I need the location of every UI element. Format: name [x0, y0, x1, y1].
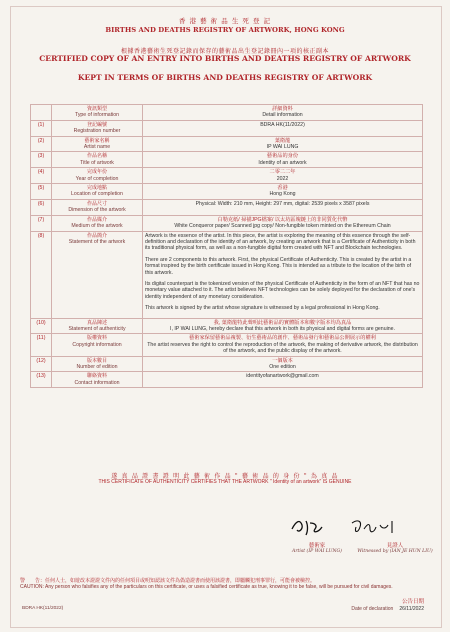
row-value-en: Physical: Width: 210 mm, Height: 297 mm, digital: 2539 pixels x 3587 pixels	[195, 200, 370, 207]
statement-label-cell	[52, 231, 143, 318]
row-value	[143, 136, 423, 152]
row-label-en: Contact information	[74, 379, 120, 386]
header-value-en: Detail information	[262, 112, 303, 119]
witness-caption	[350, 543, 440, 555]
row-label-zh: 作品媒介	[86, 216, 107, 223]
row-label-zh: 作品尺寸	[86, 200, 107, 207]
row-label-zh: 完成地點	[86, 185, 107, 192]
header-value-cell	[143, 105, 423, 121]
row-value	[143, 184, 423, 200]
row-value	[143, 356, 423, 372]
date-label-zh: 公告日期	[401, 599, 424, 605]
row-label-zh: 完成年份	[86, 169, 107, 176]
row-number: (4)	[31, 168, 52, 184]
header-label-cell	[52, 105, 143, 121]
row-value-en: Hong Kong	[269, 191, 296, 198]
caution-zh: 警 告：任何人士，如遊改本證證文件內的任何項目或明知認該文件為偽造證書而使用該證書，即屬觸犯刑事罪行，可能會被檢控。	[20, 578, 316, 584]
statement-label-en: Statement of the artwork	[68, 238, 126, 245]
certification-en: THIS CERTIFICATE OF AUTHENTICITY CERTIFIES THAT THE ARTWORK " Identity of an artwork" IS GENUINE	[98, 479, 352, 485]
row-number: (6)	[31, 199, 52, 215]
row-number: (5)	[31, 184, 52, 200]
row-label-zh: 版權資料	[86, 335, 107, 342]
row-value	[143, 334, 423, 356]
statement-text-cell	[143, 231, 423, 318]
table-row	[31, 152, 423, 168]
witness-caption-zh: 見證人	[386, 543, 404, 549]
table-header-row	[31, 105, 423, 121]
row-label-en: Artist name	[83, 144, 111, 151]
row-value-en: IP WAI LUNG	[266, 144, 299, 151]
rows-group-2	[31, 318, 423, 388]
row-value-en: 2022	[276, 175, 289, 182]
row-label	[52, 372, 143, 388]
row-number: (7)	[31, 215, 52, 231]
declaration-date	[351, 599, 424, 612]
statement-paragraph: There are 2 components to this artwork. First, the physical Certificate of Authenticity. This is created by the artist in a format inspired by the birth certificate issued in Hong Kong. This is intended as a tribute to the location of the birth of this artwork.	[145, 256, 412, 276]
row-label	[52, 356, 143, 372]
row-label-en: Dimension of the artwork	[68, 207, 126, 214]
table-row	[31, 356, 423, 372]
date-value: 26/11/2022	[399, 605, 424, 612]
row-value-zh: 二零二二年	[269, 169, 296, 176]
row-value-en: Identity of an artwork	[258, 159, 307, 166]
row-label-zh: 作品名稱	[86, 153, 107, 160]
table-row	[31, 372, 423, 388]
artist-caption	[272, 543, 362, 555]
artist-caption-en: Artist (IP WAI LUNG)	[292, 549, 342, 554]
table-row	[31, 120, 423, 136]
row-label	[52, 318, 143, 334]
row-number: (2)	[31, 136, 52, 152]
header-value-zh: 詳細資料	[272, 106, 293, 112]
row-value	[143, 152, 423, 168]
row-number: (12)	[31, 356, 52, 372]
header-no-cell	[31, 105, 52, 121]
caution-en: CAUTION: Any person who falsifies any of the particulars on this certificate, or uses a falsified certificate as true, knowing it to be false, will be pursued for civil damages.	[20, 584, 393, 590]
row-label-en: Copyright information	[72, 341, 122, 348]
date-label-en: Date of declaration	[351, 605, 394, 612]
table-row	[31, 199, 423, 215]
row-label-en: Title of artwork	[80, 159, 114, 166]
table-row	[31, 215, 423, 231]
certification-zh: 遂 真 品 證 書 證 明 此 藝 術 作 品 " 藝 術 品 的 身 份 " 為 真 品	[111, 473, 339, 480]
table-row	[31, 318, 423, 334]
header-label-zh: 資訊類型	[86, 106, 107, 112]
row-label	[52, 184, 143, 200]
row-value-zh: 我, 葉衛龍特此聲明此藝術品的實體版本和數字版本均為真品	[213, 319, 352, 326]
row-value-en: One edition	[269, 364, 296, 370]
row-label-en: Statement of authenticity	[68, 325, 126, 332]
row-label	[52, 199, 143, 215]
row-value	[143, 120, 423, 136]
row-label-zh: 版本數目	[86, 357, 107, 364]
row-label-zh: 藝術家名稱	[84, 137, 110, 144]
caution-block	[20, 578, 432, 590]
table-row	[31, 184, 423, 200]
subtitle-en-1: CERTIFIED COPY OF AN ENTRY INTO BIRTHS AND DEATHS REGISTRY OF ARTWORK	[39, 54, 411, 63]
registry-table	[30, 104, 423, 388]
row-value-zh: 藝術家保留藝術品複製、衍生藝術品的創作、藝術品發行和藝術品公開展示的權利	[189, 335, 376, 342]
table-row	[31, 136, 423, 152]
row-value-zh: 葉衛龍	[274, 137, 291, 144]
row-value-zh: 一個版本	[272, 357, 293, 364]
row-value	[143, 168, 423, 184]
statement-no: (8)	[31, 231, 52, 318]
row-label-zh: 聯絡資料	[86, 373, 107, 380]
title-zh: 香 港 藝 術 品 生 死 登 記	[178, 17, 272, 25]
row-value-zh: 藝術品的身份	[266, 153, 299, 160]
statement-label-zh: 作品簡介	[86, 232, 107, 239]
row-number: (13)	[31, 372, 52, 388]
row-label-zh: 登記編號	[86, 121, 107, 128]
row-value-en: The artist reserves the right to control the reproduction of the artwork, the making of derivative artwork, the distribution of the artwork, and the public display of the artwork.	[147, 341, 418, 355]
row-number: (1)	[31, 120, 52, 136]
row-label-zh: 真品陳述	[86, 319, 107, 326]
row-value-en: identityofanartwork@gmail.com	[246, 373, 319, 380]
row-label	[52, 136, 143, 152]
statement-row	[31, 231, 423, 318]
row-value-zh: 白勒克紙/ 掃描JPG檔案/ 以太坊區塊鏈上的非同質化代幣	[217, 216, 348, 223]
row-value	[143, 215, 423, 231]
header-label-en: Type of information	[74, 112, 120, 119]
artist-caption-zh: 藝術家	[308, 543, 326, 549]
row-value	[143, 199, 423, 215]
statement-paragraph: Artwork is the essence of the artist. In this piece, the artist is exploring the meaning of this essence through the self-definition and declaration of the identity of an artwork, by creating an artwork that is a Certificate of Authenticity in both its traditional physical form, as well as a non-fungible digital form created with NFT and Blockchain technologies.	[145, 232, 416, 252]
row-number: (10)	[31, 318, 52, 334]
reference-number: BDRA HK(11/2022)	[22, 606, 64, 611]
row-label-en: Medium of the artwork	[71, 223, 123, 230]
row-value-en: White Conqueror paper/ Scanned jpg copy/ Non-fungible token minted on the Ethereum Chain	[174, 223, 391, 230]
row-label-en: Year of completion	[75, 175, 119, 182]
row-value-zh: 香港	[277, 185, 288, 192]
title-en: BIRTHS AND DEATHS REGISTRY OF ARTWORK, HONG KONG	[105, 26, 345, 34]
row-label	[52, 334, 143, 356]
row-label	[52, 152, 143, 168]
artist-signature	[288, 515, 348, 537]
table-row	[31, 334, 423, 356]
row-label-en: Number of edition	[76, 364, 118, 370]
row-value-en: I, IP WAI LUNG, hereby declare that this artwork in both its physical and digital forms are genuine.	[170, 325, 395, 332]
witness-caption-en: Witnessed by (IAN JE HUN LIU)	[357, 549, 433, 554]
subtitle-zh: 根據香港藝術生死登記錄而保存的藝術品出生登記錄冊內一項的核正副本	[120, 48, 329, 55]
rows-group-1	[31, 120, 423, 231]
row-label	[52, 120, 143, 136]
subtitle-en-2: KEPT IN TERMS OF BIRTHS AND DEATHS REGISTRY OF ARTWORK	[77, 73, 373, 82]
row-value-en: BDRA HK(11/2022)	[260, 121, 305, 128]
row-label-en: Registration number	[73, 128, 121, 135]
statement-paragraph: This artwork is signed by the artist whose signature is witnessed by a legal professional in Hong Kong.	[145, 305, 380, 312]
row-number: (11)	[31, 334, 52, 356]
row-value	[143, 318, 423, 334]
row-label-en: Location of completion	[71, 191, 123, 198]
statement-paragraph: Its digital counterpart is the tokenized version of the physical Certificate of Authenticity in the form of an NFT that has no monetary value attached to it. The artist believes NFT technologies can be solely deployed for the declaration of one's identity independent of any monetary consideration.	[145, 280, 420, 300]
row-value	[143, 372, 423, 388]
table-row	[31, 168, 423, 184]
row-number: (3)	[31, 152, 52, 168]
witness-signature	[348, 515, 408, 537]
row-label	[52, 215, 143, 231]
row-label	[52, 168, 143, 184]
